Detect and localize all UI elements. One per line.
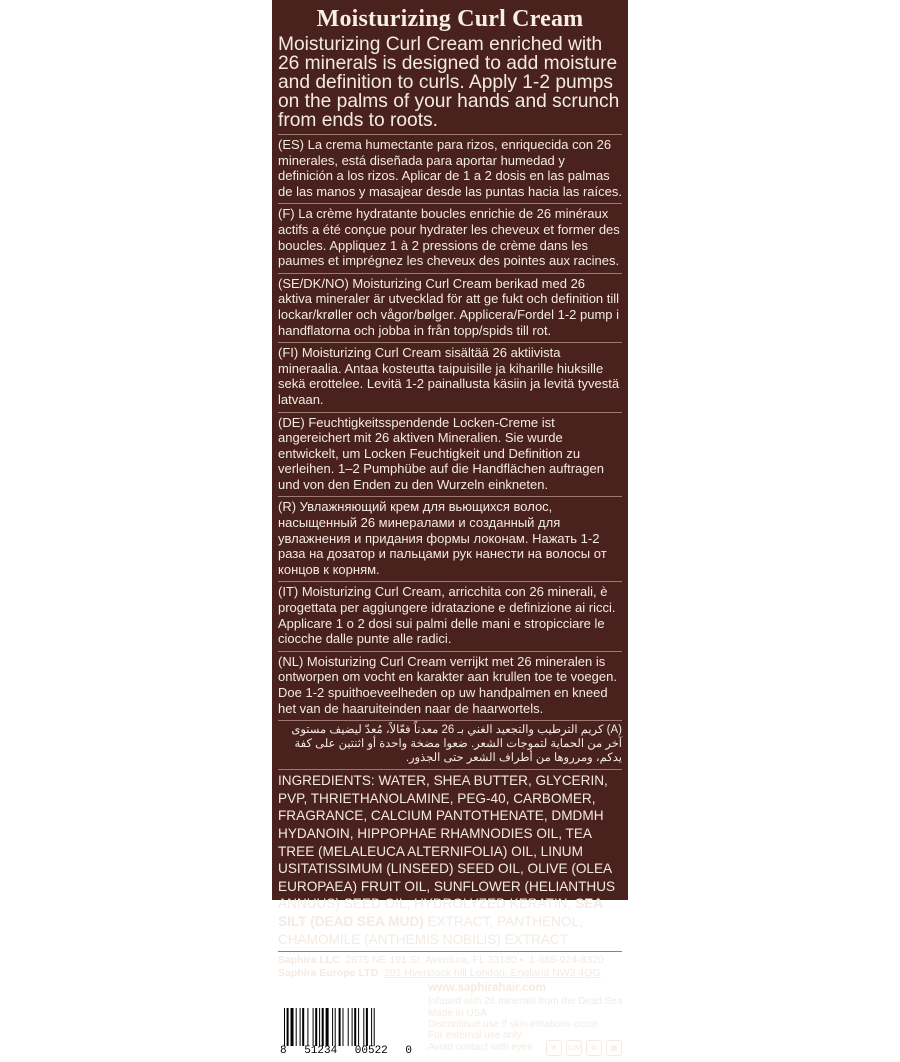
us-company-line: Saphira LLC 2875 NE 191 St. Aventura, FL 33180 • 1-888-924-8320 — [278, 954, 604, 967]
us-company-name: Saphira LLC — [278, 954, 340, 967]
ingredients-part1: INGREDIENTS: WATER, SHEA BUTTER, GLYCERIN, PVP, THRIETHANOLAMINE, PEG-40, CARBOMER, FRAGRANCE, CALCIUM PANTOTHENATE, DMDMH HYDANOIN, HIPPOPHAE RHAMNODIES OIL, TEA TREE (MELALEUCA ALTERNIFOLIA) OIL, LINUM USITATISSIMUM (LINSEED) SEED OIL, OLIVE (OLEA EUROPAEA) FRUIT OIL, SUNFLOWER (HELIANTHUS ANNUUS) SEED OIL, HYDROLYZED KERATIN, — [278, 773, 616, 912]
barcode-bar — [354, 1008, 356, 1046]
note-minerals: Infused with 26 minerals from the Dead Sea — [428, 996, 623, 1008]
barcode-bar — [307, 1008, 308, 1046]
period-after-opening-icon: 12M — [566, 1040, 582, 1056]
eu-company-line — [278, 967, 622, 980]
barcode-bar — [322, 1008, 324, 1046]
translation-se-dk-no: (SE/DK/NO) Moisturizing Curl Cream berikad med 26 aktiva mineraler är utvecklad för att ge fukt och definition till lockar/krøller och vågor/bølger. Applicera/Fordel 1-2 pump i handflatorna och jobba in från topp/spids till rot. — [278, 273, 622, 338]
barcode-bar — [339, 1008, 341, 1046]
barcode-bar — [358, 1008, 359, 1046]
note-eyes: Avoid contact with eyes — [428, 1041, 533, 1053]
eu-company-name: Saphira Europe LTD — [278, 967, 379, 980]
note-origin: Made in USA — [428, 1007, 487, 1019]
barcode-bar — [343, 1008, 344, 1046]
certification-icons — [546, 1040, 622, 1056]
intro-text: Moisturizing Curl Cream enriched with 26 minerals is designed to add moisture and definition to curls. Apply 1-2 pumps on the palms of your hands and scrunch from ends to roots. — [278, 34, 620, 131]
translation-it: (IT) Moisturizing Curl Cream, arricchita con 26 minerali, è progettata per aggiungere idratazione e definizione ai ricci. Applicare 1 o 2 dosi sui palmi delle mani e stropicciare le ciocche dalle punte alle radici. — [278, 581, 622, 646]
translation-de: (DE) Feuchtigkeitsspendende Locken-Creme ist angereichert mit 26 aktiven Mineralien. Sie wurde entwickelt, um Locken Feuchtigkeit und Definition zu verleihen. 1–2 Pumphübe auf die Handflächen auftragen und von den Enden zu den Wurzeln einkneten. — [278, 412, 622, 493]
barcode-bar — [348, 1008, 349, 1046]
barcode-bar — [332, 1008, 333, 1046]
barcode-digits-left: 51234 — [304, 1045, 338, 1058]
label-footer — [278, 982, 622, 1062]
website: www.saphirahair.com — [428, 982, 546, 995]
barcode-bar — [352, 1008, 353, 1046]
translation-fr: (F) La crème hydratante boucles enrichie de 26 minéraux actifs a été conçue pour hydrater les cheveux et former des boucles. Appliquez 1 à 2 pressions de crème dans les paumes et imprégnez les cheveux des pointes aux racines. — [278, 203, 622, 268]
barcode-bar — [319, 1008, 320, 1046]
barcode-digits — [278, 1045, 414, 1057]
barcode-bar — [284, 1008, 285, 1046]
barcode-bar — [371, 1008, 372, 1046]
translation-ar: (A) كريم الترطيب والتجعيد الغني بـ 26 معدناً فعّالاً، مُعدّ ليضيف مستوى آخر من الحماية لتموجات الشعر. ضعوا مضخة واحدة أو اثنتين على كفة يدكم، ومرروها من أطراف الشعر حتى الجذور. — [278, 720, 622, 765]
ingredients-list — [278, 769, 622, 948]
barcode-bar — [287, 1008, 289, 1046]
eu-company-address: 201 Hverstock hill London, England NW3 4QG — [384, 967, 601, 980]
us-company-address: 2875 NE 191 St. Aventura, FL 33180 — [345, 954, 517, 967]
note-external: For external use only — [428, 1030, 522, 1042]
barcode-bar — [291, 1008, 294, 1046]
translation-nl: (NL) Moisturizing Curl Cream verrijkt met 26 mineralen is ontworpen om vocht en karakter aan krullen toe te voegen. Doe 1-2 spuithoeveelheden op uw handpalmen en kneed het van de haaruiteinden naar de haarwortels. — [278, 651, 622, 716]
recycle-icon: ♻ — [586, 1040, 602, 1056]
barcode-bar — [374, 1008, 375, 1046]
translation-ru: (R) Увлажняющий крем для вьющихся волос, насыщенный 26 минералами и созданный для увлажнения и придания формы локонам. Нажать 1-2 раза на дозатор и пальцами рук нанести на волосы от концов к корням. — [278, 496, 622, 577]
barcode-bar — [335, 1008, 336, 1046]
barcode-bar — [363, 1008, 364, 1046]
barcode-digits-right: 00522 — [354, 1045, 388, 1058]
barcode-digit-end: 0 — [405, 1045, 412, 1058]
barcode — [278, 1006, 414, 1058]
barcode-bar — [326, 1008, 329, 1046]
barcode-bar — [300, 1008, 301, 1046]
us-company-phone: 1-888-924-8320 — [529, 954, 604, 967]
barcode-bar — [296, 1008, 297, 1046]
ingredients-highlight: SEA SILT (DEAD SEA MUD) — [278, 896, 603, 929]
barcode-bars — [282, 1008, 410, 1046]
translation-fi: (FI) Moisturizing Curl Cream sisältää 26 aktiivista mineraalia. Antaa kosteutta taipuisille ja kiharille hiuksille sekä erottelee. Levitä 1-2 painallusta käsiin ja levitä tyvestä latvaan. — [278, 342, 622, 407]
translation-es: (ES) La crema humectante para rizos, enriquecida con 26 minerales, está diseñada para aportar humedad y definición a los rizos. Aplicar de 1 a 2 dosis en las palmas de las manos y masajear desde las puntas hacia las raíces. — [278, 134, 622, 199]
product-label — [272, 0, 628, 1058]
company-info — [278, 951, 622, 980]
product-title: Moisturizing Curl Cream — [316, 6, 584, 32]
barcode-bar — [313, 1008, 314, 1046]
note-irritation: Discontinue use if skin irritations occur — [428, 1018, 599, 1030]
barcode-bar — [315, 1008, 317, 1046]
grid-icon: ▦ — [606, 1040, 622, 1056]
barcode-digit-start: 8 — [280, 1045, 287, 1058]
barcode-bar — [366, 1008, 368, 1046]
ingredients-part2: EXTRACT, PANTHENOL, CHAMOMILE (ANTHEMIS NOBILIS) EXTRACT — [278, 913, 583, 947]
barcode-bar — [302, 1008, 304, 1046]
leaf-icon: ❦ — [546, 1040, 562, 1056]
